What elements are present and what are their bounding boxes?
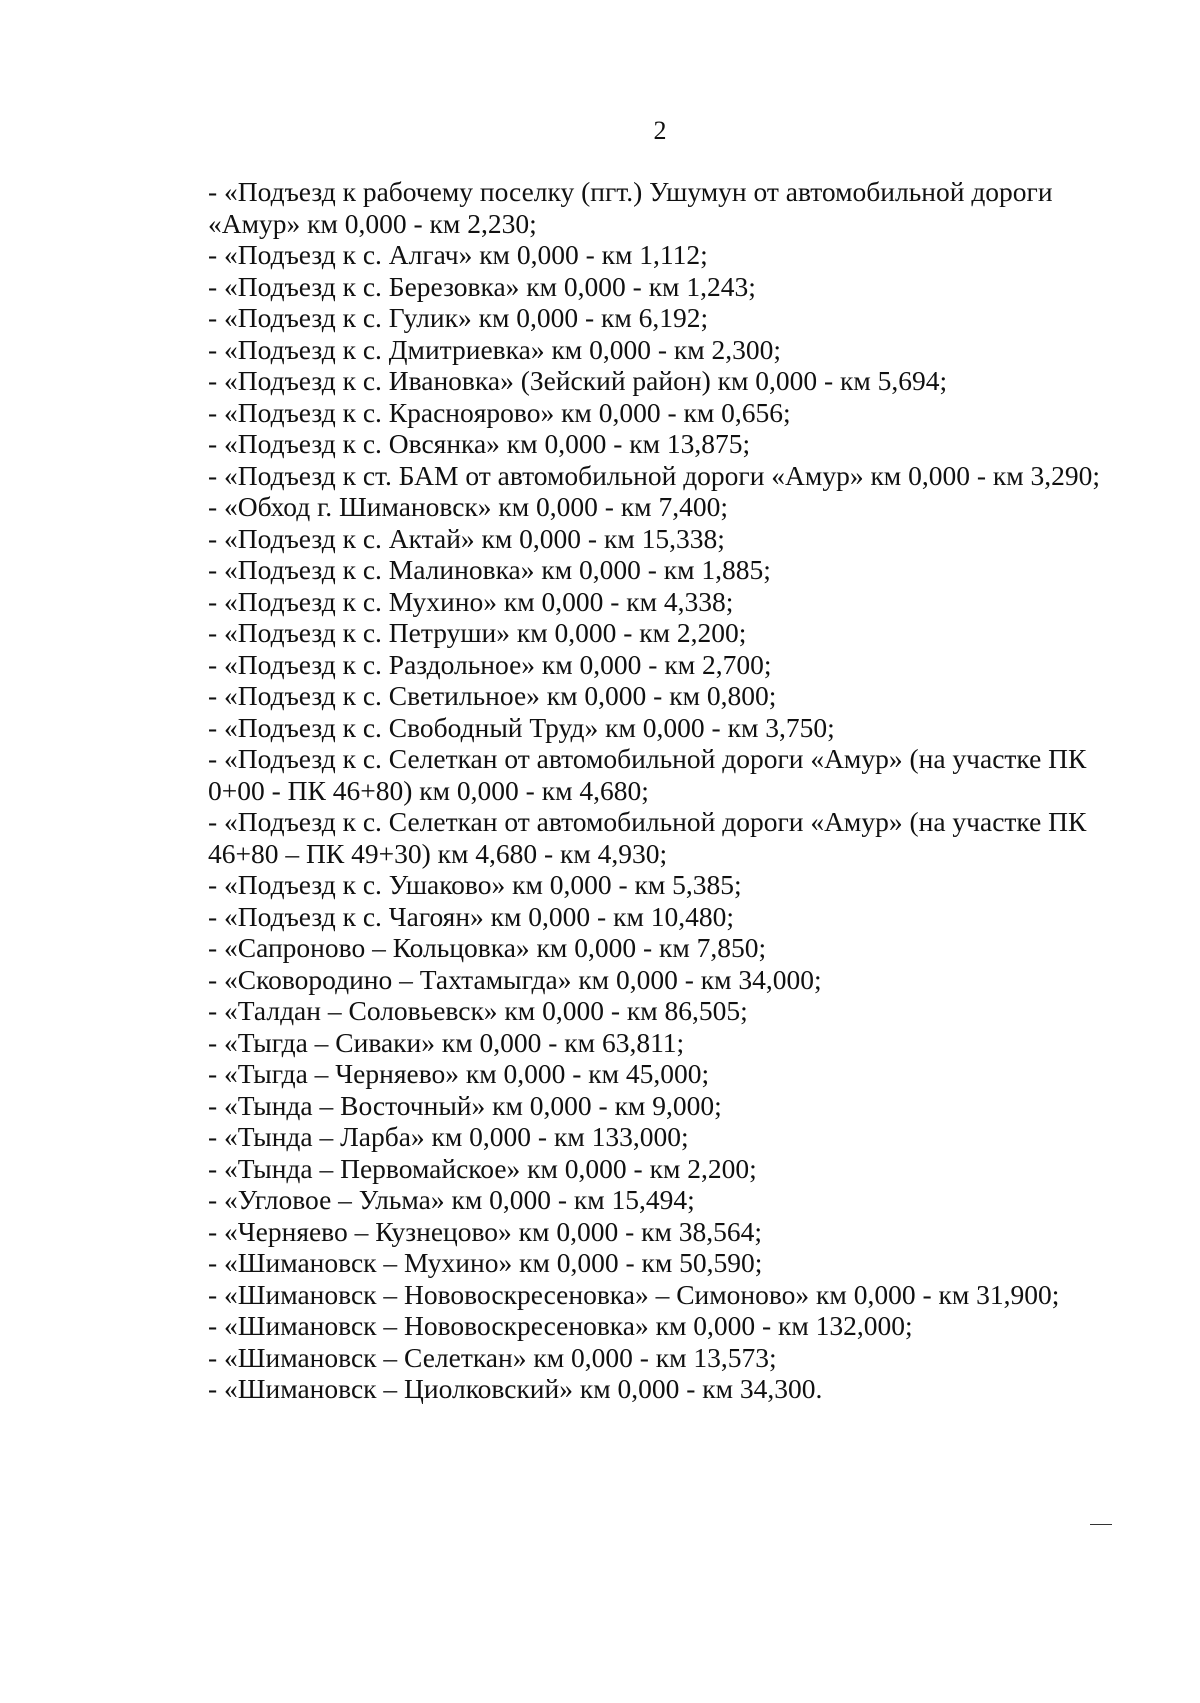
list-item: - «Тыгда – Черняево» км 0,000 - км 45,000;: [208, 1058, 710, 1089]
list-item: - «Подъезд к с. Дмитриевка» км 0,000 - км 2,300;: [208, 333, 782, 365]
list-item: - «Подъезд к с. Ушаково» км 0,000 - км 5,385;: [208, 869, 742, 900]
scan-mark: [1090, 1524, 1112, 1525]
list-item: - «Тында – Ларба» км 0,000 - км 133,000;: [208, 1121, 689, 1152]
list-item: - «Подъезд к с. Алгач» км 0,000 - км 1,112;: [208, 239, 708, 270]
list-item: - «Подъезд к с. Актай» км 0,000 - км 15,338;: [208, 522, 725, 554]
list-item: - «Шимановск – Мухино» км 0,000 - км 50,590;: [208, 1247, 763, 1278]
list-item: - «Тында – Восточный» км 0,000 - км 9,000;: [208, 1089, 722, 1121]
list-item: - «Подъезд к с. Чагоян» км 0,000 - км 10,480;: [208, 900, 734, 932]
list-item: - «Подъезд к с. Мухино» км 0,000 - км 4,338;: [208, 585, 734, 617]
list-item: - «Обход г. Шимановск» км 0,000 - км 7,400;: [208, 491, 728, 522]
list-item: - «Талдан – Соловьевск» км 0,000 - км 86,505;: [208, 995, 748, 1026]
list-item: - «Шимановск – Нововоскресеновка» – Симоново» км 0,000 - км 31,900;: [208, 1278, 1060, 1310]
list-item: - «Подъезд к с. Селеткан от автомобильной дороги «Амур» (на участке ПК 0+00 - ПК 46+80) км 0,000 - км 4,680;: [208, 743, 1087, 806]
list-item: - «Сапроново – Кольцовка» км 0,000 - км 7,850;: [208, 932, 767, 963]
list-item: - «Подъезд к с. Селеткан от автомобильной дороги «Амур» (на участке ПК 46+80 – ПК 49+30) км 4,680 - км 4,930;: [208, 806, 1087, 869]
list-item: - «Шимановск – Нововоскресеновка» км 0,000 - км 132,000;: [208, 1310, 913, 1341]
list-item: - «Сковородино – Тахтамыгда» км 0,000 - км 34,000;: [208, 963, 822, 995]
list-item: - «Тыгда – Сиваки» км 0,000 - км 63,811;: [208, 1026, 685, 1058]
list-item: - «Шимановск – Селеткан» км 0,000 - км 13,573;: [208, 1341, 777, 1373]
list-item: - «Угловое – Ульма» км 0,000 - км 15,494;: [208, 1184, 695, 1215]
list-item: - «Подъезд к с. Светильное» км 0,000 - км 0,800;: [208, 680, 777, 711]
page-number: 2: [653, 116, 667, 145]
list-item: - «Подъезд к с. Краснoярово» км 0,000 - км 0,656;: [208, 396, 791, 428]
list-item: - «Подъезд к с. Свободный Труд» км 0,000 - км 3,750;: [208, 711, 835, 743]
list-item: - «Шимановск – Циолковский» км 0,000 - км 34,300.: [208, 1373, 823, 1404]
list-item: - «Черняево – Кузнецово» км 0,000 - км 38,564;: [208, 1215, 763, 1247]
list-item: - «Подъезд к с. Раздольное» км 0,000 - км 2,700;: [208, 648, 772, 680]
list-item: - «Подъезд к ст. БАМ от автомобильной дороги «Амур» км 0,000 - км 3,290;: [208, 459, 1101, 491]
list-item: - «Подъезд к с. Овсянка» км 0,000 - км 13,875;: [208, 428, 751, 459]
list-item: - «Тында – Первомайское» км 0,000 - км 2,200;: [208, 1152, 757, 1184]
list-item: - «Подъезд к с. Малиновка» км 0,000 - км 1,885;: [208, 554, 771, 585]
list-item: - «Подъезд к с. Петруши» км 0,000 - км 2,200;: [208, 617, 747, 648]
list-item: - «Подъезд к рабочему поселку (пгт.) Ушумун от автомобильной дороги «Амур» км 0,000 - км 2,230;: [208, 176, 1053, 239]
list-item: - «Подъезд к с. Ивановка» (Зейский район) км 0,000 - км 5,694;: [208, 365, 948, 396]
list-item: - «Подъезд к с. Березовка» км 0,000 - км 1,243;: [208, 270, 756, 302]
list-item: - «Подъезд к с. Гулик» км 0,000 - км 6,192;: [208, 302, 709, 333]
road-list: [208, 176, 1148, 1405]
